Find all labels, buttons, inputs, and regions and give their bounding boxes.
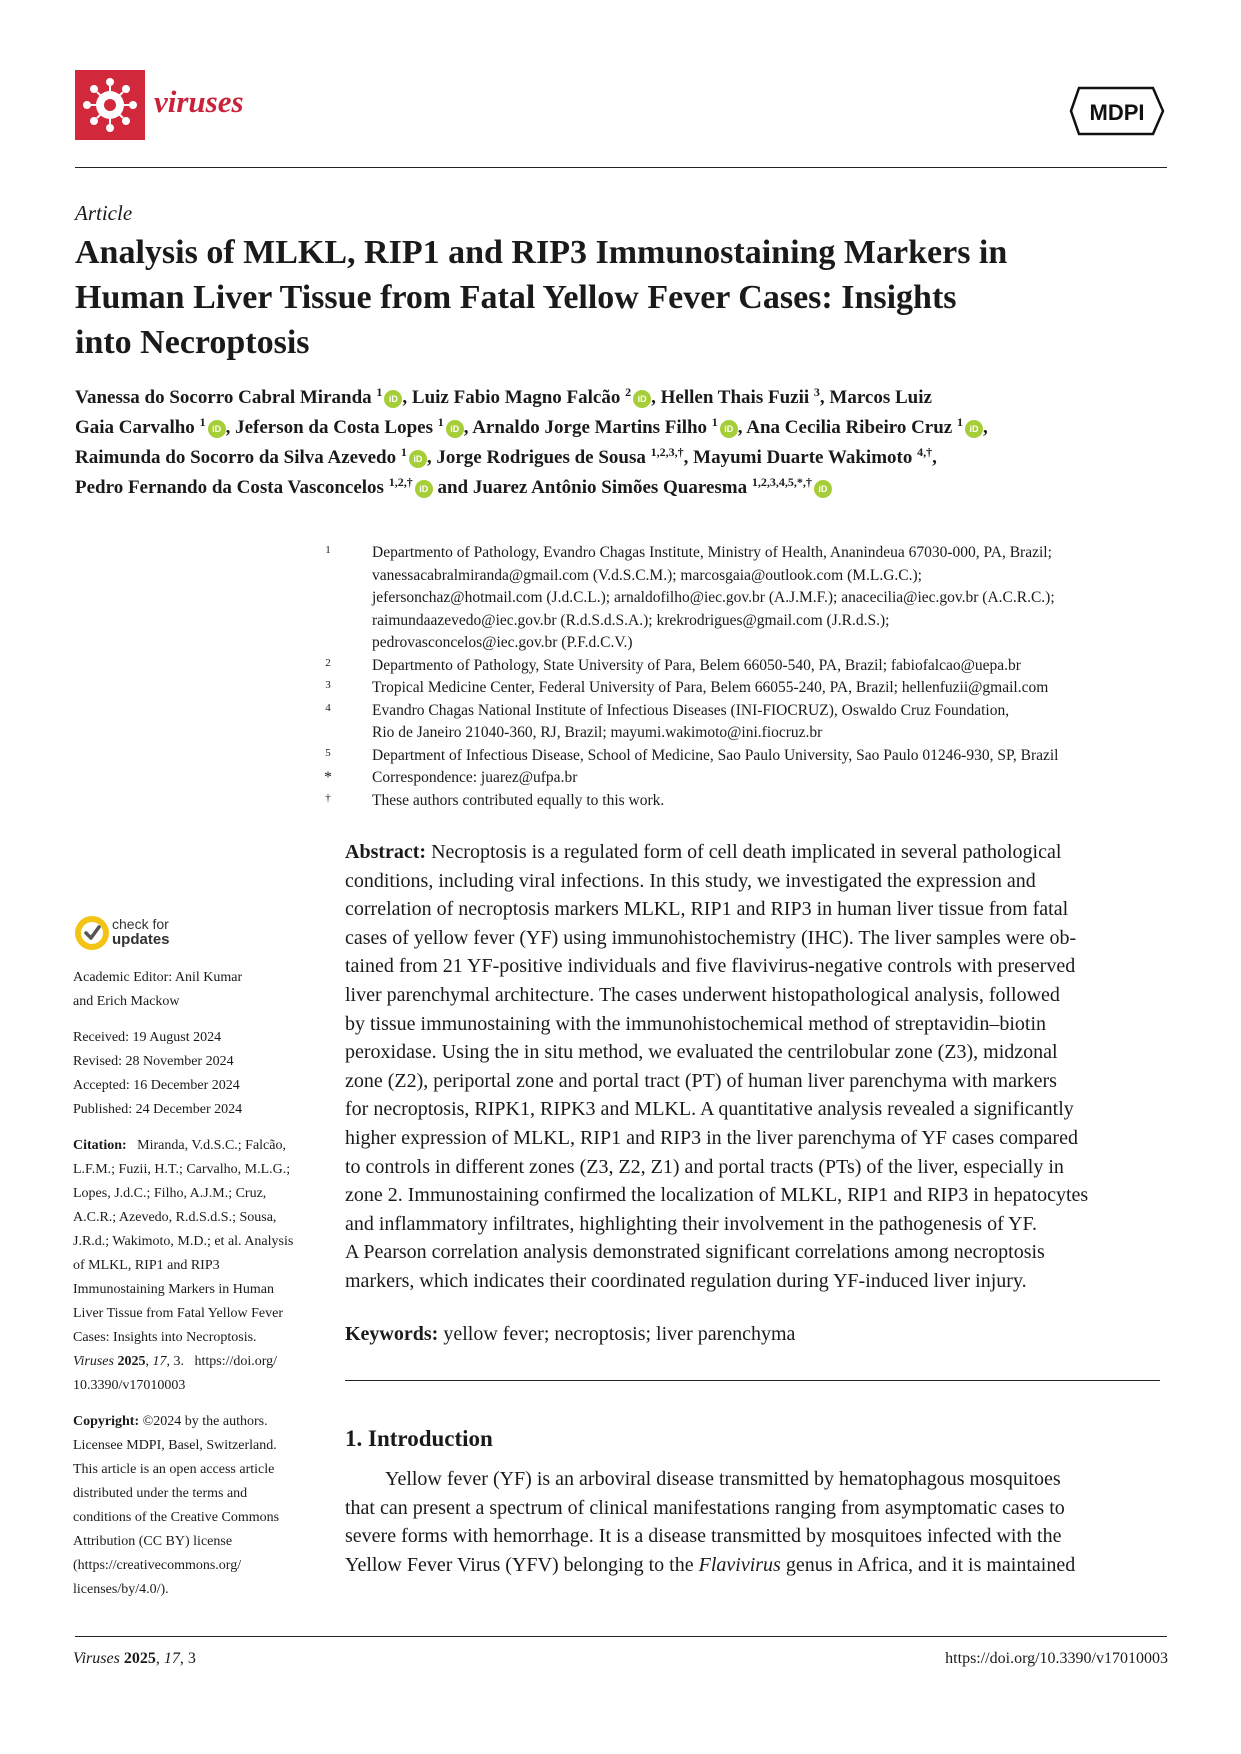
correspondence xyxy=(324,767,1173,790)
citation-label: Citation: xyxy=(73,1138,127,1153)
intro-line: genus in Africa, and it is maintained xyxy=(780,1553,1076,1576)
affiliation xyxy=(325,745,1173,768)
author-affil: 1 xyxy=(376,385,383,399)
affil-line: jefersonchaz@hotmail.com (J.d.C.L.); arnaldofilho@iec.gov.br (A.J.M.F.); anacecilia@iec.gov.br (A.C.R.C.); xyxy=(372,589,1055,606)
copyright-line: Attribution (CC BY) license xyxy=(73,1534,233,1549)
author-affil: 1,2,3,4,5,*,† xyxy=(751,475,812,489)
citation-line: Liver Tissue from Fatal Yellow Fever xyxy=(73,1306,283,1321)
footer-year: 2025 xyxy=(123,1650,156,1667)
affil-number: 2 xyxy=(325,656,331,669)
title-line: Human Liver Tissue from Fatal Yellow Fever Cases: Insights xyxy=(75,279,957,316)
orcid-icon[interactable]: iD xyxy=(415,480,433,498)
affil-number: 4 xyxy=(325,701,331,714)
footer-volume: 17 xyxy=(163,1650,180,1667)
orcid-icon[interactable]: iD xyxy=(409,450,427,468)
affil-line: Departmento of Pathology, State University of Para, Belem 66050-540, PA, Brazil; fabiofalcao@uepa.br xyxy=(372,656,1021,674)
abstract-line: and inflammatory infiltrates, highlighting their involvement in the pathogenesis of YF. xyxy=(345,1212,1037,1235)
author-affil: 3 xyxy=(813,385,820,399)
affil-line: Rio de Janeiro 21040-360, RJ, Brazil; mayumi.wakimoto@ini.fiocruz.br xyxy=(372,724,823,741)
citation-year: 2025 xyxy=(117,1354,146,1369)
abstract xyxy=(345,838,1160,1296)
citation-line: Lopes, J.d.C.; Filho, A.J.M.; Cruz, xyxy=(73,1186,267,1201)
affiliation xyxy=(325,677,1173,700)
intro-line: Yellow Fever Virus (YFV) belonging to the xyxy=(345,1553,699,1576)
footer-issue: , 3 xyxy=(179,1650,196,1667)
abstract-line: correlation of necroptosis markers MLKL, RIP1 and RIP3 in human liver tissue from fatal xyxy=(345,898,1069,921)
affil-line: Correspondence: juarez@ufpa.br xyxy=(372,769,578,786)
abstract-line: for necroptosis, RIPK1, RIPK3 and MLKL. A quantitative analysis revealed a significantly xyxy=(345,1098,1074,1121)
author-name: Arnaldo Jorge Martins Filho xyxy=(472,417,708,438)
orcid-icon[interactable]: iD xyxy=(965,420,983,438)
affil-line: Departmento of Pathology, Evandro Chagas Institute, Ministry of Health, Ananindeua 67030-000, PA, Brazil; xyxy=(372,544,1052,561)
section-heading: 1. Introduction xyxy=(345,1426,493,1451)
author-affil: 2 xyxy=(625,385,632,399)
equal-contribution-note xyxy=(325,790,1173,813)
publisher-name: MDPI xyxy=(1089,100,1145,125)
citation-line: of MLKL, RIP1 and RIP3 xyxy=(73,1258,220,1273)
footer-doi-link[interactable]: https://doi.org/10.3390/v17010003 xyxy=(945,1650,1168,1667)
affil-mark: † xyxy=(325,791,331,804)
intro-line: that can present a spectrum of clinical manifestations ranging from asymptomatic cases to xyxy=(345,1496,1065,1519)
journal-logo xyxy=(75,70,145,140)
journal-name: viruses xyxy=(154,84,244,119)
orcid-icon[interactable]: iD xyxy=(446,420,464,438)
author-list: Vanessa do Socorro Cabral Miranda $^1$ iD , Luiz Fabio Magno Falcão $^2$ iD , Hellen Thais Fuzii $^3$, Marcos Luiz Gaia Carvalho $^1$ iD , Jeferson da Costa Lopes $^1$ iD , Arnaldo Jorge Martins Filho $^1$ iD , Ana Cecilia Ribeiro Cruz $^1$ iD , Raimunda do Socorro da Silva Azevedo $^1$ iD , Jorge Rodrigues de Sousa $^{1,2,3,\dagger}$, Mayumi Duarte Wakimoto $^{4,\dagger}$, Pedro Fernando da Costa Vasconcelos $^{1,2,\dagger}$ iD and Juarez Antônio Simões Quaresma $^{1,2,3,4,5,*,\dagger}$ iD xyxy=(75,385,988,498)
abstract-line: liver parenchymal architecture. The cases underwent histopathological analysis, followed xyxy=(345,983,1060,1006)
affil-line: vanessacabralmiranda@gmail.com (V.d.S.C.M.); marcosgaia@outlook.com (M.L.G.C.); xyxy=(372,566,922,584)
license-link[interactable]: licenses/by/4.0/). xyxy=(73,1582,169,1597)
citation-line: A.C.R.; Azevedo, R.d.S.d.S.; Sousa, xyxy=(73,1210,277,1225)
date-published: Published: 24 December 2024 xyxy=(73,1102,243,1117)
footer-rule xyxy=(75,1636,1167,1637)
author-affil: 1 xyxy=(957,415,963,429)
author-name: Pedro Fernando da Costa Vasconcelos xyxy=(75,477,384,498)
author-name: Luiz Fabio Magno Falcão xyxy=(411,387,621,408)
separator: , xyxy=(225,417,236,438)
publisher-logo xyxy=(1067,82,1167,140)
separator: , xyxy=(402,387,412,408)
article-title xyxy=(75,230,1175,365)
affiliation xyxy=(325,542,1173,655)
article-type: Article xyxy=(75,201,133,225)
citation-doi[interactable]: 10.3390/v17010003 xyxy=(73,1378,186,1393)
title-line: into Necroptosis xyxy=(75,324,310,361)
date-received: Received: 19 August 2024 xyxy=(73,1030,222,1045)
abstract-line: markers, which indicates their coordinated regulation during YF-induced liver injury. xyxy=(345,1269,1027,1292)
check-for-updates-text[interactable] xyxy=(112,916,170,948)
abstract-line: higher expression of MLKL, RIP1 and RIP3 in the liver parenchyma of YF cases compared xyxy=(345,1126,1078,1149)
separator: , xyxy=(651,387,661,408)
orcid-icon[interactable]: iD xyxy=(208,420,226,438)
author-name: Mayumi Duarte Wakimoto xyxy=(693,447,913,468)
author-affil: 1 xyxy=(199,415,206,429)
separator: , xyxy=(463,417,473,438)
copyright-line: This article is an open access article xyxy=(73,1462,275,1477)
affil-line: Department of Infectious Disease, School of Medicine, Sao Paulo University, Sao Paulo 01246-930, SP, Brazil xyxy=(372,746,1059,764)
abstract-line: to controls in different zones (Z3, Z2, Z1) and portal tracts (PTs) of the liver, especially in xyxy=(345,1155,1064,1178)
author-affil: 1 xyxy=(400,445,407,459)
intro-line: Yellow fever (YF) is an arboviral disease transmitted by hematophagous mosquitoes xyxy=(385,1468,1061,1490)
abstract-line: cases of yellow fever (YF) using immunohistochemistry (IHC). The liver samples were ob- xyxy=(345,926,1077,949)
keywords-label: Keywords: xyxy=(345,1323,439,1345)
sidebar: Academic Editor: Anil Kumar and Erich Mackow Received: 19 August 2024 Revised: 28 November 2024 Accepted: 16 December 2024 Published: 24 December 2024 Citation: Miranda, V.d.S.C.; Falcão, L.F.M.; Fuzii, H.T.; Carvalho, M.L.G.; Lopes, J.d.C.; Filho, A.J.M.; Cruz, A.C.R.; Azevedo, R.d.S.d.S.; Sousa, J.R.d.; Wakimoto, M.D.; et al. Analysis of MLKL, RIP1 and RIP3 Immunostaining Markers in Human Liver Tissue from Fatal Yellow Fever Cases: Insights into Necroptosis. Viruses 2025, 17, 3. https://doi.org/ 10.3390/v17010003 Copyright: ©2024 by the authors. Licensee MDPI, Basel, Switzerland. This article is an open access article distributed under the terms and conditions of the Creative Commons Attribution (CC BY) license (https://creativecommons.org/ licenses/by/4.0/). xyxy=(73,966,313,1602)
copyright-line: ©2024 by the authors. xyxy=(139,1414,268,1429)
author-name: Ana Cecilia Ribeiro Cruz xyxy=(746,417,953,438)
section-rule xyxy=(345,1380,1160,1381)
mdpi-hexagon-icon xyxy=(1067,82,1167,140)
citation-line: Miranda, V.d.S.C.; Falcão, xyxy=(126,1138,286,1153)
copyright-label: Copyright: xyxy=(73,1414,140,1429)
intro-body xyxy=(345,1465,1160,1579)
citation-line: L.F.M.; Fuzii, H.T.; Carvalho, M.L.G.; xyxy=(73,1162,291,1177)
author-affil: 4,† xyxy=(917,445,933,459)
author-affil: 1 xyxy=(437,415,444,429)
title-line: Analysis of MLKL, RIP1 and RIP3 Immunostaining Markers in xyxy=(75,234,1008,271)
footer-journal: Viruses xyxy=(73,1650,120,1667)
affil-line: Tropical Medicine Center, Federal University of Para, Belem 66055-240, PA, Brazil; hellenfuzii@gmail.com xyxy=(372,679,1049,696)
separator: and xyxy=(432,477,473,498)
affil-mark: * xyxy=(324,769,332,786)
orcid-icon[interactable]: iD xyxy=(384,390,402,408)
abstract-line: A Pearson correlation analysis demonstrated significant correlations among necroptosis xyxy=(345,1241,1045,1264)
check-text-line: check for xyxy=(112,916,169,932)
abstract-line: zone 2. Immunostaining confirmed the localization of MLKL, RIP1 and RIP3 in hepatocytes xyxy=(345,1184,1089,1207)
separator: , xyxy=(426,447,437,468)
copyright-line: distributed under the terms and xyxy=(73,1486,248,1501)
genus-name: Flavivirus xyxy=(698,1553,781,1576)
affil-number: 1 xyxy=(325,544,331,556)
date-revised: Revised: 28 November 2024 xyxy=(73,1054,234,1069)
virus-icon xyxy=(75,70,145,140)
affiliations xyxy=(324,542,1173,812)
affil-number: 3 xyxy=(325,679,331,691)
keywords xyxy=(345,1323,795,1346)
author-affil: 1,2,† xyxy=(388,475,413,489)
author-affil: 1 xyxy=(711,415,718,429)
check-icon xyxy=(73,914,111,952)
footer-citation: Viruses 2025, 17, 3 xyxy=(73,1650,196,1667)
author-name: Juarez Antônio Simões Quaresma xyxy=(472,477,748,498)
license-link[interactable]: (https://creativecommons.org/ xyxy=(73,1558,242,1573)
academic-editor: Academic Editor: Anil Kumar xyxy=(73,970,243,985)
affil-number: 5 xyxy=(325,746,331,759)
orcid-icon[interactable]: iD xyxy=(633,390,651,408)
abstract-line: by tissue immunostaining with the immunohistochemical method of streptavidin–biotin xyxy=(345,1012,1047,1035)
author-name: Jeferson da Costa Lopes xyxy=(235,417,433,438)
affil-line: pedrovasconcelos@iec.gov.br (P.F.d.C.V.) xyxy=(372,634,633,651)
keywords-text: yellow fever; necroptosis; liver parenchyma xyxy=(438,1323,796,1345)
separator: , xyxy=(737,417,747,438)
copyright-line: conditions of the Creative Commons xyxy=(73,1510,280,1525)
separator: , xyxy=(819,387,830,408)
affiliation xyxy=(325,700,1173,745)
abstract-line: zone (Z2), periportal zone and portal tract (PT) of human liver parenchyma with markers xyxy=(345,1069,1057,1092)
author-affil: 1,2,3,† xyxy=(650,445,684,459)
affil-line: Evandro Chagas National Institute of Infectious Diseases (INI-FIOCRUZ), Oswaldo Cruz Foundation, xyxy=(372,701,1010,719)
check-text-line: updates xyxy=(112,931,170,948)
citation-line: Immunostaining Markers in Human xyxy=(73,1282,275,1297)
abstract-line: peroxidase. Using the in situ method, we evaluated the centrilobular zone (Z3), midzonal xyxy=(345,1041,1058,1064)
copyright-line: Licensee MDPI, Basel, Switzerland. xyxy=(73,1438,277,1453)
citation-line: Cases: Insights into Necroptosis. xyxy=(73,1330,257,1345)
author-name: Hellen Thais Fuzii xyxy=(660,387,810,408)
academic-editor: and Erich Mackow xyxy=(73,994,180,1009)
abstract-label: Abstract: xyxy=(345,841,427,863)
affil-line: raimundaazevedo@iec.gov.br (R.d.S.d.S.A.); krekrodrigues@gmail.com (J.R.d.S.); xyxy=(372,611,890,629)
abstract-line: tained from 21 YF-positive individuals and five flavivirus-negative controls with preserved xyxy=(345,955,1076,978)
author-name: Jorge Rodrigues de Sousa xyxy=(436,447,646,468)
abstract-line: conditions, including viral infections. In this study, we investigated the expression and xyxy=(345,869,1036,892)
author-name: Raimunda do Socorro da Silva Azevedo xyxy=(75,447,397,468)
author-name: Vanessa do Socorro Cabral Miranda xyxy=(75,387,372,408)
orcid-icon[interactable]: iD xyxy=(814,480,832,498)
affiliation xyxy=(325,655,1173,678)
date-accepted: Accepted: 16 December 2024 xyxy=(73,1078,240,1093)
orcid-icon[interactable]: iD xyxy=(720,420,738,438)
separator: , xyxy=(683,447,694,468)
header-rule xyxy=(75,167,1167,168)
citation-volume: 17 xyxy=(152,1354,167,1369)
citation-line: J.R.d.; Wakimoto, M.D.; et al. Analysis xyxy=(73,1234,294,1249)
citation-doi-prefix[interactable]: , 3. https://doi.org/ xyxy=(166,1354,278,1369)
intro-line: severe forms with hemorrhage. It is a disease transmitted by mosquitoes infected with the xyxy=(345,1525,1062,1548)
affil-line: These authors contributed equally to this work. xyxy=(372,791,665,809)
citation-journal: Viruses xyxy=(73,1354,114,1369)
abstract-line: Necroptosis is a regulated form of cell death implicated in several pathological xyxy=(426,841,1062,863)
